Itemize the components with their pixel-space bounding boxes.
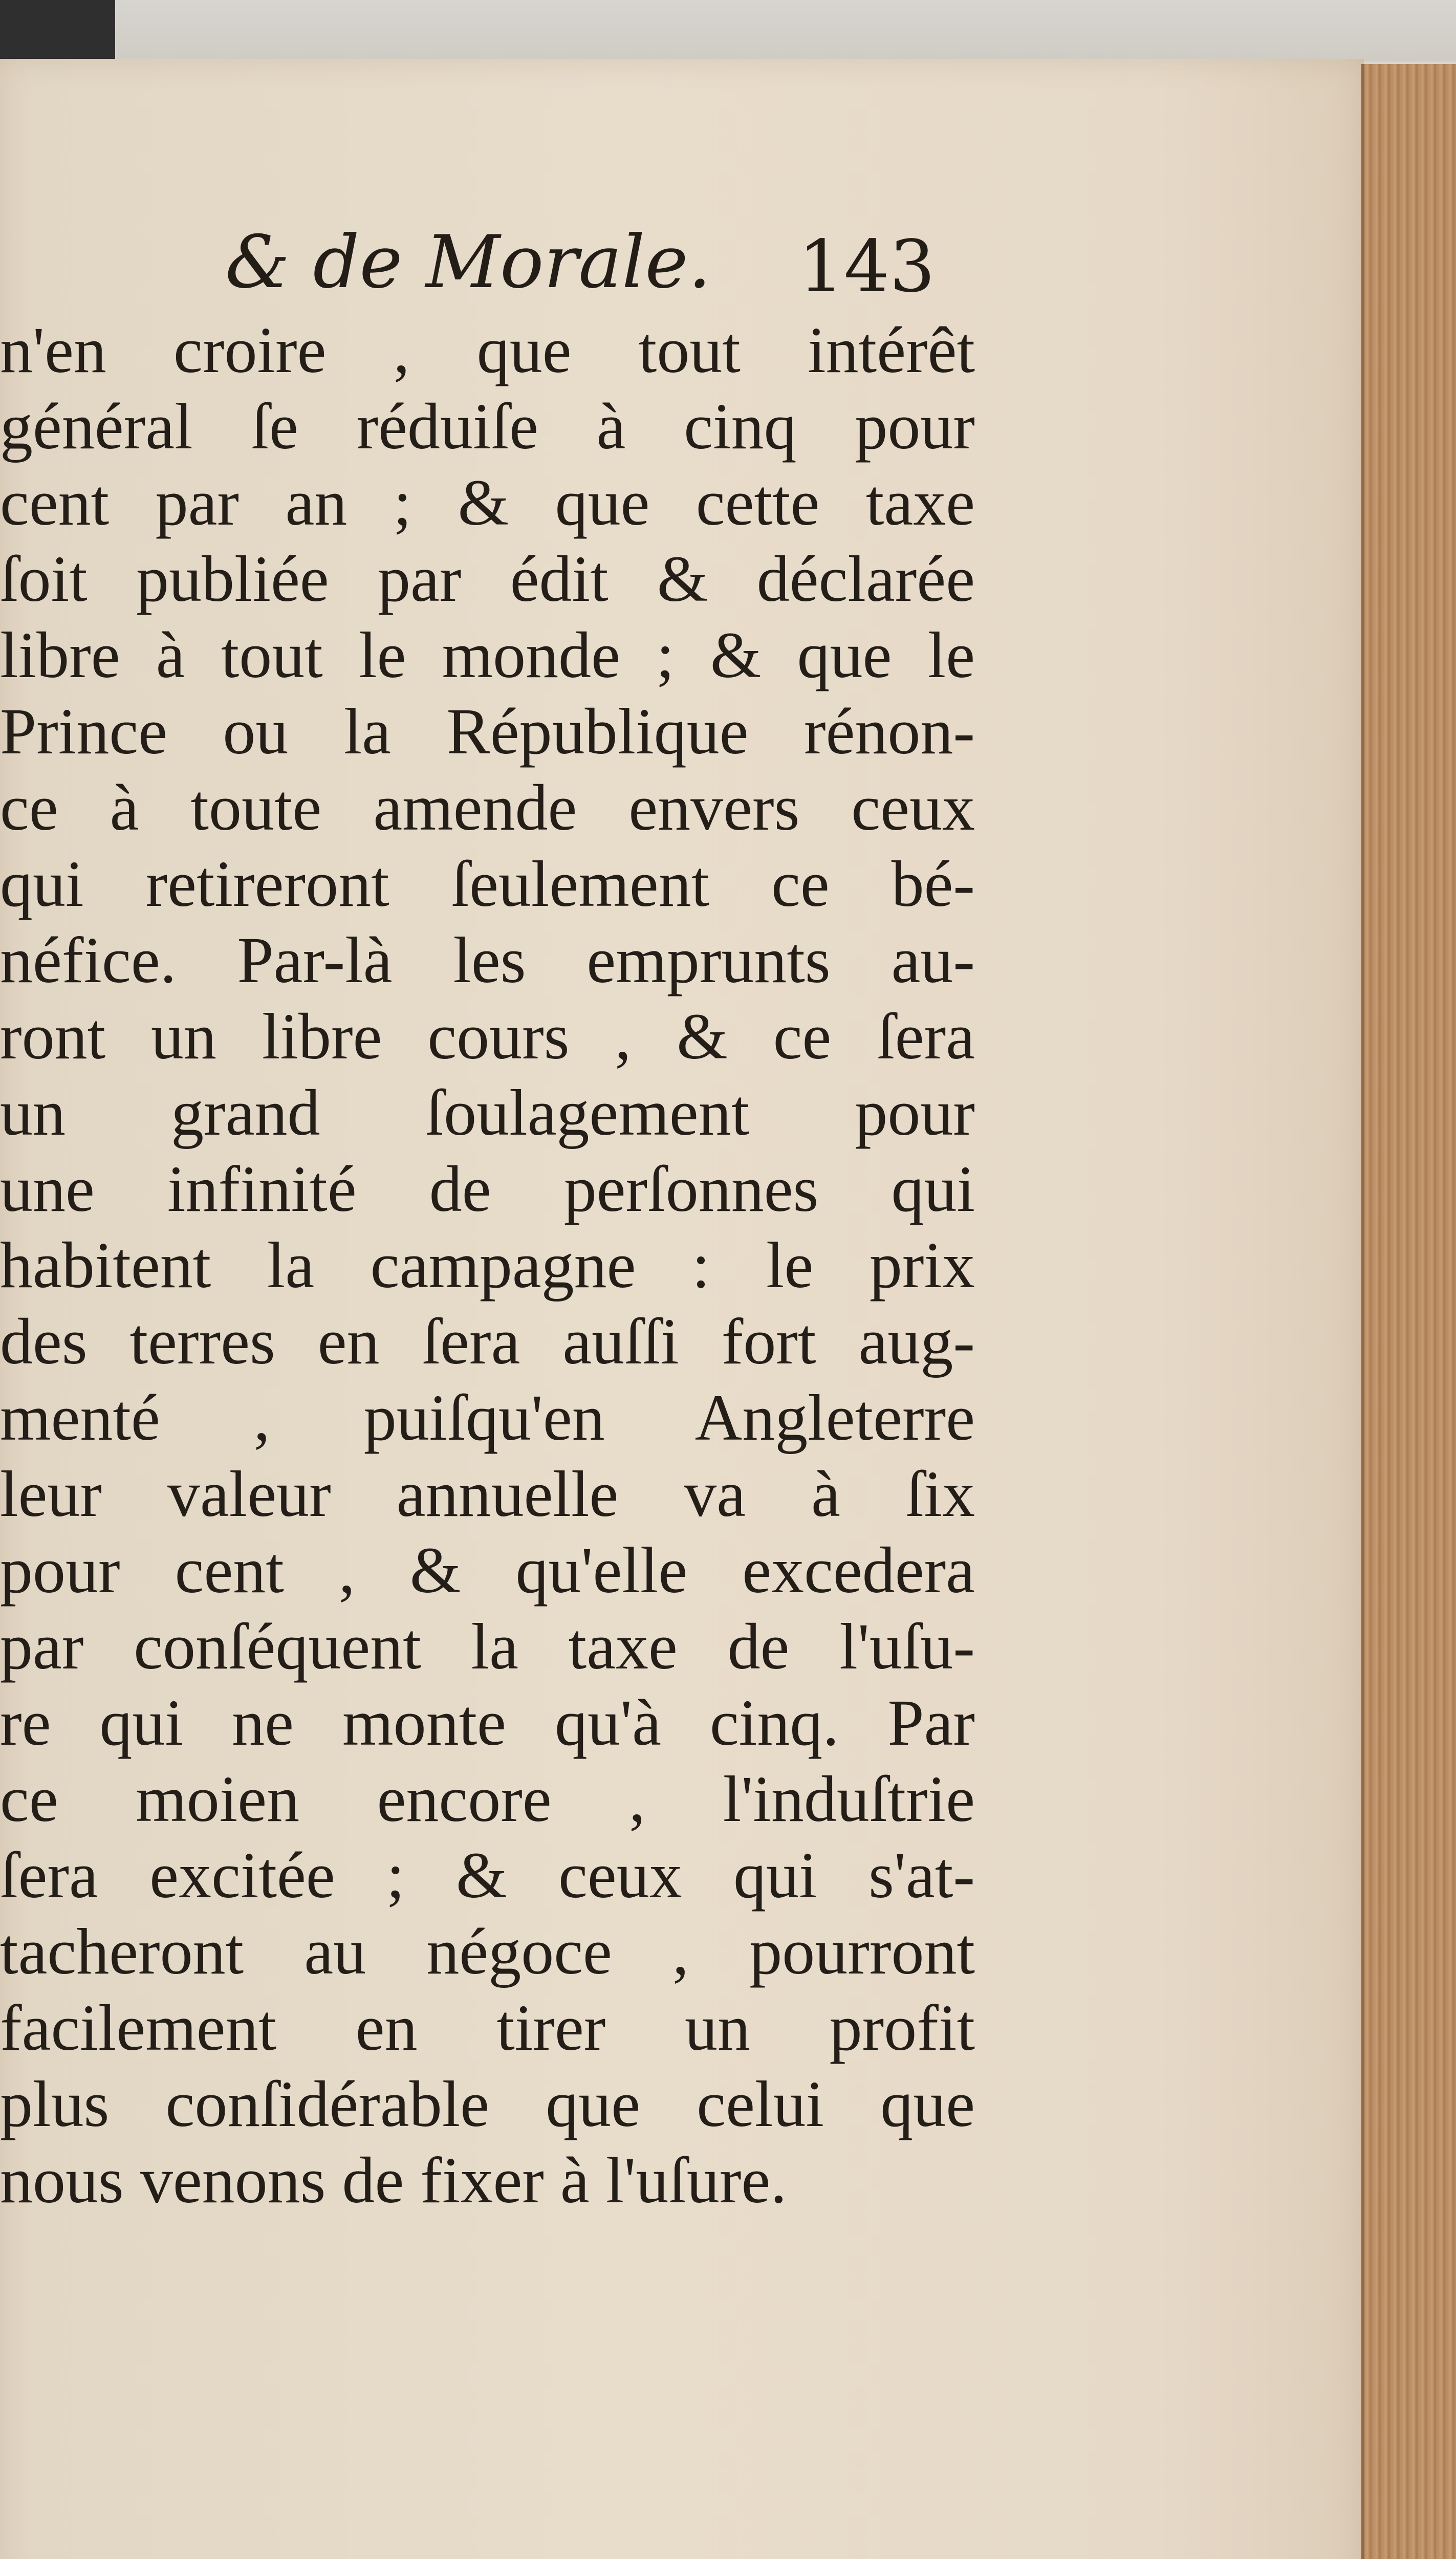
text-line: tacheront au négoce , pourront <box>0 1915 975 1988</box>
running-title: & de Morale. <box>225 220 711 305</box>
text-line: habitent la campagne : le prix <box>0 1229 975 1302</box>
scan-background <box>115 0 1456 61</box>
book-fore-edge <box>1361 64 1456 2559</box>
text-line: ce moien encore , l'induſtrie <box>0 1763 975 1835</box>
text-line: une infinité de perſonnes qui <box>0 1153 975 1225</box>
text-line: libre à tout le monde ; & que le <box>0 619 975 691</box>
body-text <box>0 312 975 2219</box>
page-number: 143 <box>798 225 936 309</box>
text-line: ſera excitée ; & ceux qui s'at- <box>0 1839 975 1912</box>
text-line: des terres en ſera auſſi fort aug- <box>0 1305 975 1378</box>
scan-background <box>0 0 115 61</box>
text-line: facilement en tirer un profit <box>0 1991 975 2064</box>
text-line: ront un libre cours , & ce ſera <box>0 1000 975 1073</box>
text-line: n'en croire , que tout intérêt <box>0 314 975 386</box>
text-line: ſoit publiée par édit & déclarée <box>0 543 975 615</box>
text-line: plus conſidérable que celui que <box>0 2068 975 2140</box>
text-line: menté , puiſqu'en Angleterre <box>0 1381 975 1454</box>
text-line: qui retireront ſeulement ce bé- <box>0 848 975 920</box>
text-line: un grand ſoulagement pour <box>0 1076 975 1149</box>
text-line: néfice. Par-là les emprunts au- <box>0 924 975 996</box>
text-line: nous venons de fixer à l'uſure. <box>0 2144 787 2217</box>
text-line: re qui ne monte qu'à cinq. Par <box>0 1686 975 1759</box>
text-line: ce à toute amende envers ceux <box>0 771 975 844</box>
text-line: Prince ou la République rénon- <box>0 695 975 768</box>
text-line: pour cent , & qu'elle excedera <box>0 1534 975 1607</box>
text-line: leur valeur annuelle va à ſix <box>0 1458 975 1530</box>
text-line: par conſéquent la taxe de l'uſu- <box>0 1610 975 1683</box>
text-line: général ſe réduiſe à cinq pour <box>0 390 975 463</box>
text-line: cent par an ; & que cette taxe <box>0 466 975 539</box>
running-header <box>0 220 1364 322</box>
